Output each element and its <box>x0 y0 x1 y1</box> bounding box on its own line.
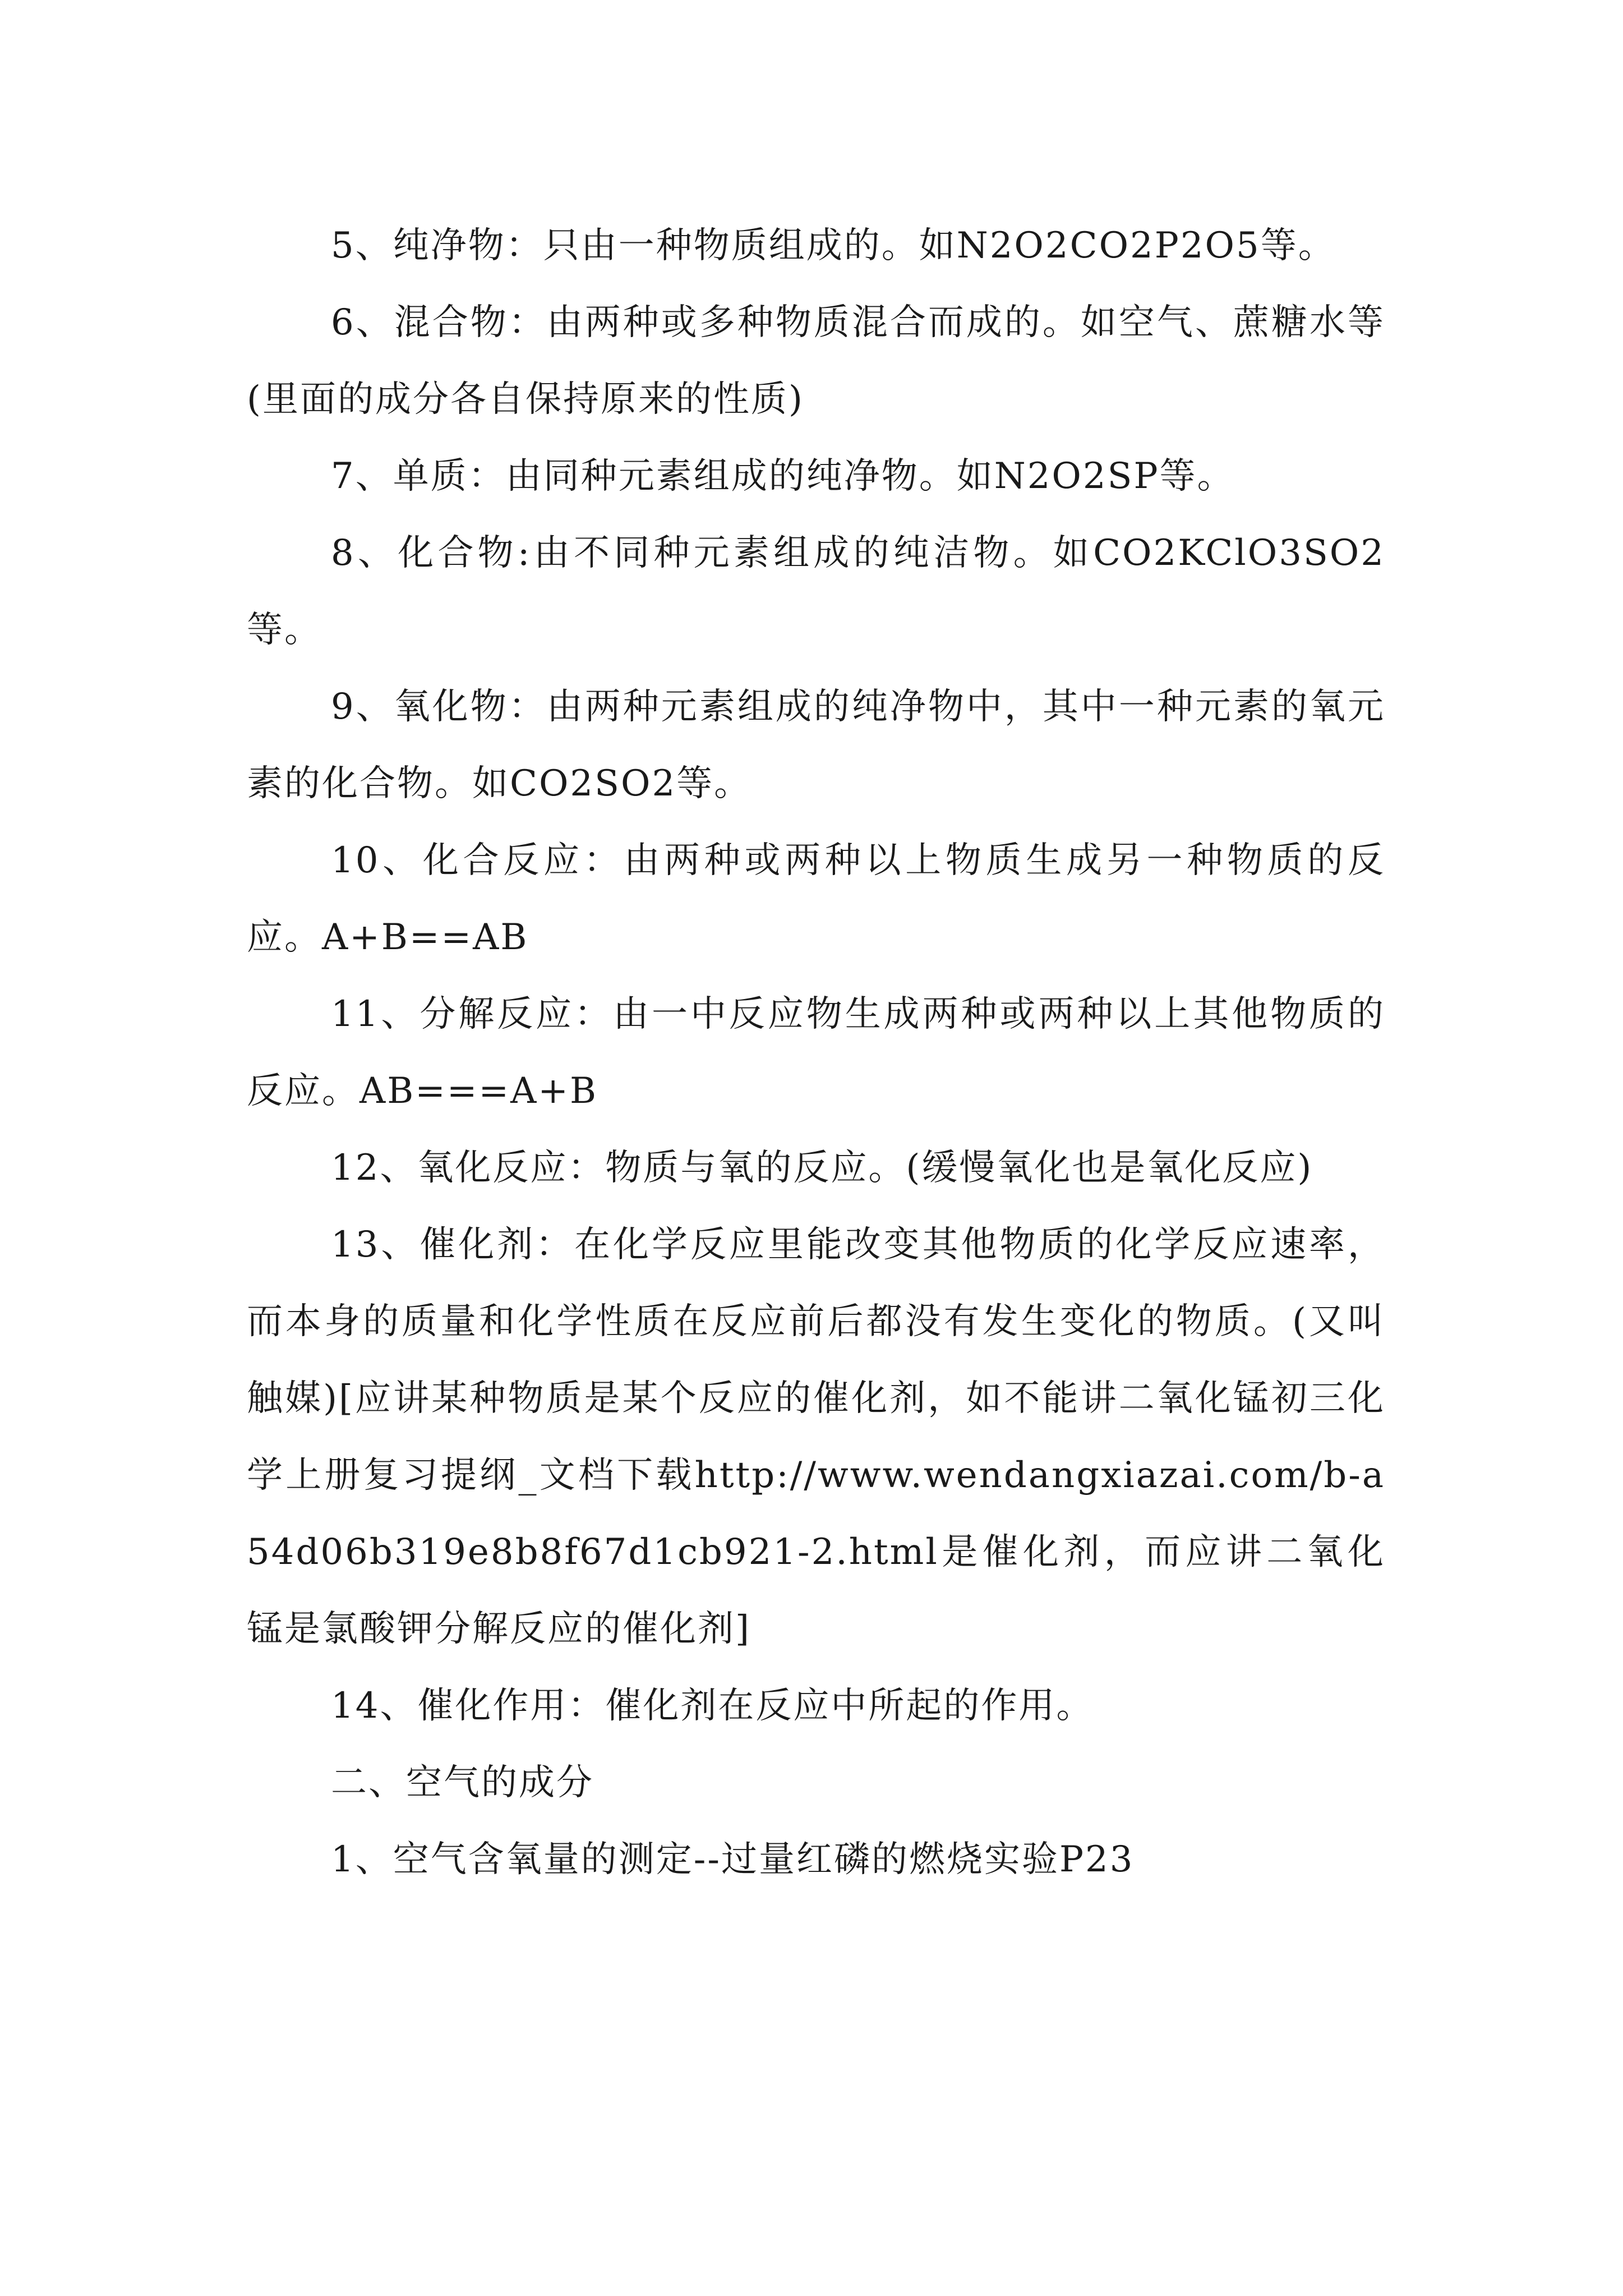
document-body <box>247 208 1385 1898</box>
paragraph-element-substance: 7、单质：由同种元素组成的纯净物。如N2O2SP等。 <box>331 455 1235 497</box>
paragraph-catalysis: 14、催化作用：催化剂在反应中所起的作用。 <box>331 1685 1094 1727</box>
paragraph-catalyst: 13、催化剂：在化学反应里能改变其他物质的化学反应速率，而本身的质量和化学性质在反应前后都没有发生变化的物质。(又叫触媒)[应讲某种物质是某个反应的催化剂，如不能讲二氧化锰初三化学上册复习提纲_文档下载http://www.wendangxiazai.com/b-a54d06b319e8b8f67d1cb921-2.html是催化剂，而应讲二氧化锰是氯酸钾分解反应的催化剂] <box>247 1224 1385 1650</box>
paragraph-oxidation-reaction: 12、氧化反应：物质与氧的反应。(缓慢氧化也是氧化反应) <box>331 1147 1313 1189</box>
paragraph-decomposition-reaction: 11、分解反应：由一中反应物生成两种或两种以上其他物质的反应。AB===A+B <box>247 993 1385 1112</box>
paragraph-mixture: 6、混合物：由两种或多种物质混合而成的。如空气、蔗糖水等(里面的成分各自保持原来的性质) <box>247 302 1385 420</box>
paragraph-pure-substance: 5、纯净物：只由一种物质组成的。如N2O2CO2P2O5等。 <box>331 225 1336 266</box>
paragraph-oxide: 9、氧化物：由两种元素组成的纯净物中，其中一种元素的氧元素的化合物。如CO2SO2等。 <box>247 686 1385 804</box>
paragraph-compound: 8、化合物:由不同种元素组成的纯洁物。如CO2KClO3SO2等。 <box>247 532 1385 651</box>
paragraph-combination-reaction: 10、化合反应：由两种或两种以上物质生成另一种物质的反应。A+B==AB <box>247 840 1385 958</box>
paragraph-oxygen-measurement: 1、空气含氧量的测定--过量红磷的燃烧实验P23 <box>331 1839 1135 1880</box>
section-heading-air-composition: 二、空气的成分 <box>331 1762 594 1803</box>
